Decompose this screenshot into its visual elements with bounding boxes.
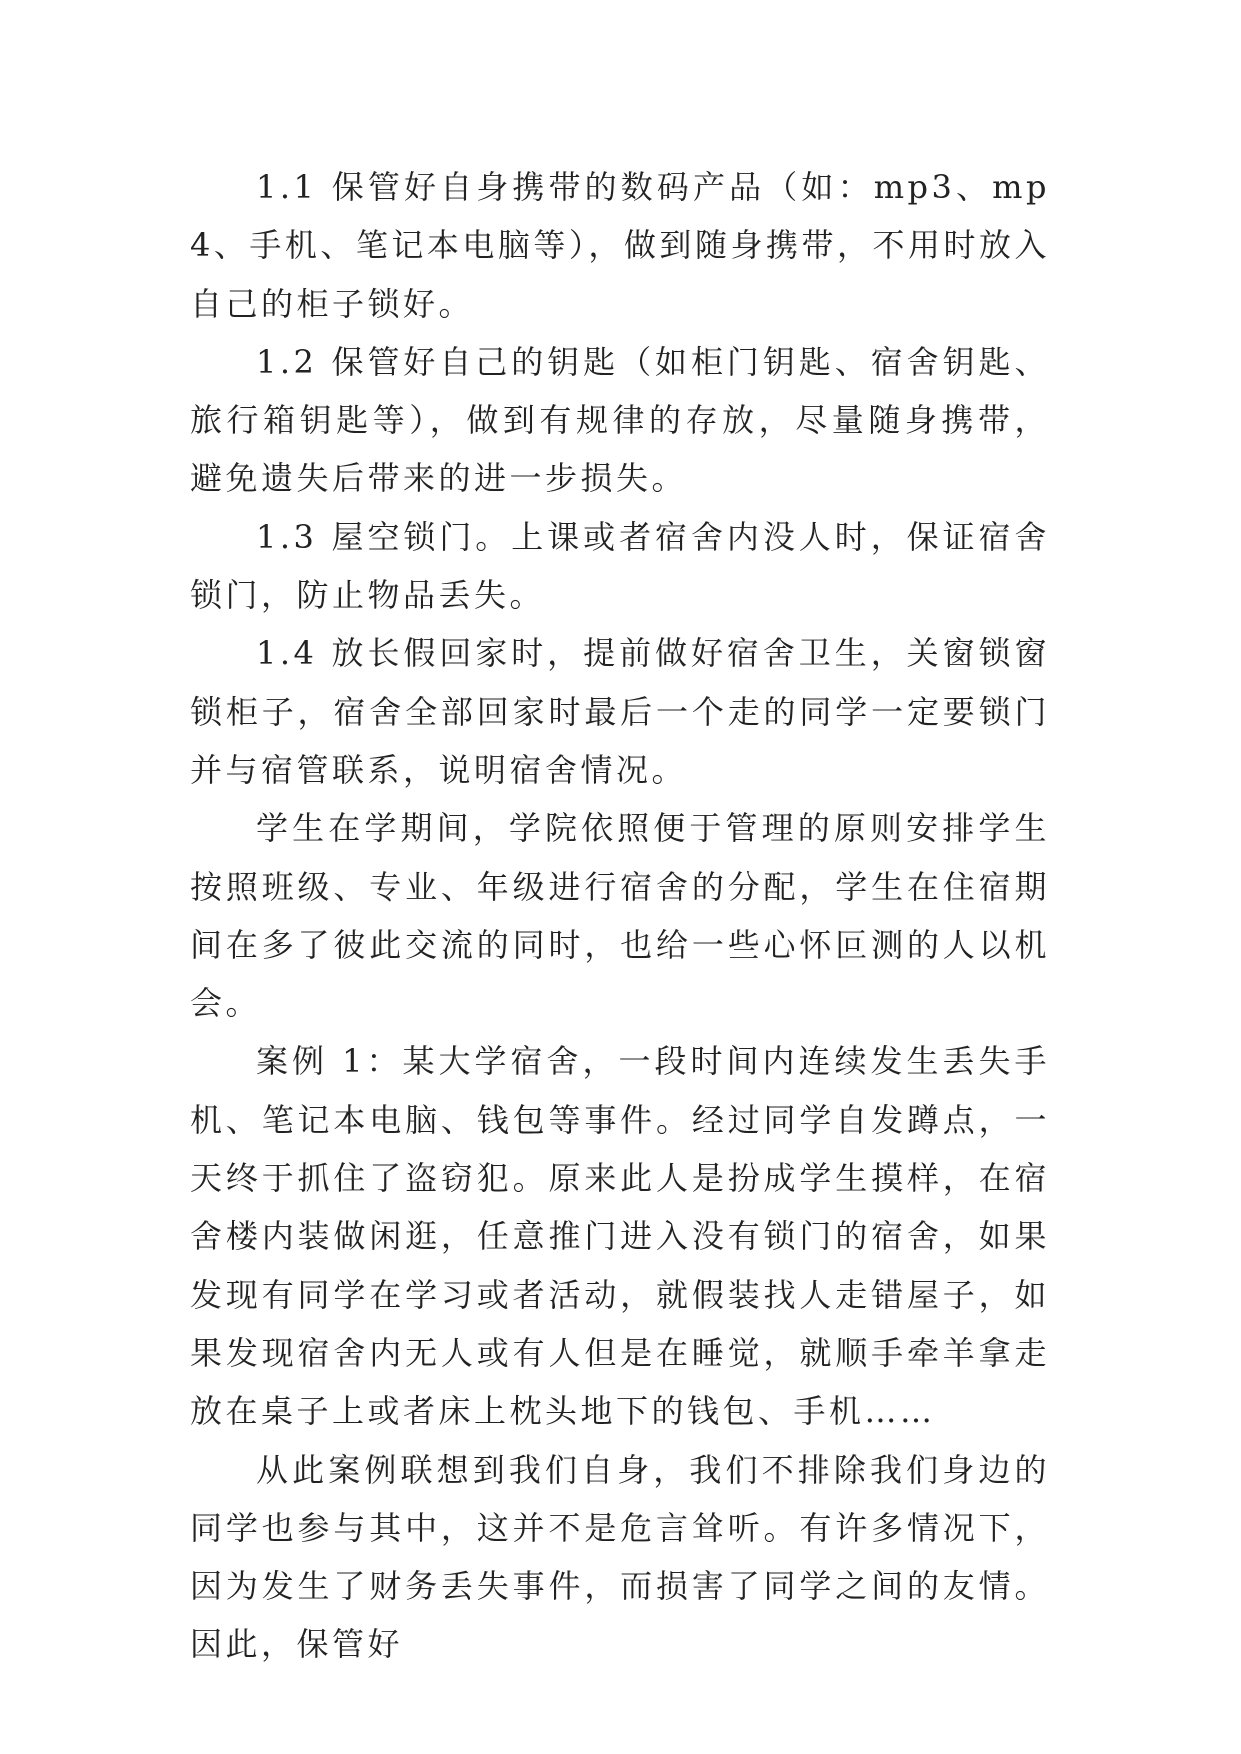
paragraph-case-reflection: 从此案例联想到我们自身，我们不排除我们身边的同学也参与其中，这并不是危言耸听。有许多情况下，因为发生了财务丢失事件，而损害了同学之间的友情。因此，保管好 bbox=[190, 1450, 1050, 1664]
paragraph-dorm-allocation: 学生在学期间，学院依照便于管理的原则安排学生按照班级、专业、年级进行宿舍的分配，学生在住宿期间在多了彼此交流的同时，也给一些心怀叵测的人以机会。 bbox=[190, 809, 1050, 1023]
paragraph-1-3-lock-door: 1.3 屋空锁门。上课或者宿舍内没人时，保证宿舍锁门，防止物品丢失。 bbox=[190, 517, 1050, 615]
paragraph-1-2-keys: 1.2 保管好自己的钥匙（如柜门钥匙、宿舍钥匙、旅行箱钥匙等），做到有规律的存放，尽量随身携带，避免遗失后带来的进一步损失。 bbox=[190, 342, 1050, 498]
document-body bbox=[190, 158, 1050, 1674]
paragraph-case-1: 案例 1：某大学宿舍，一段时间内连续发生丢失手机、笔记本电脑、钱包等事件。经过同学自发蹲点，一天终于抓住了盗窃犯。原来此人是扮成学生摸样，在宿舍楼内装做闲逛，任意推门进入没有锁门的宿舍，如果发现有同学在学习或者活动，就假装找人走错屋子，如果发现宿舍内无人或有人但是在睡觉，就顺手牵羊拿走放在桌子上或者床上枕头地下的钱包、手机…… bbox=[190, 1042, 1050, 1431]
paragraph-1-1-digital-products: 1.1 保管好自身携带的数码产品（如：mp3、mp4、手机、笔记本电脑等），做到随身携带，不用时放入自己的柜子锁好。 bbox=[190, 168, 1050, 323]
paragraph-1-4-holiday: 1.4 放长假回家时，提前做好宿舍卫生，关窗锁窗锁柜子，宿舍全部回家时最后一个走的同学一定要锁门并与宿管联系，说明宿舍情况。 bbox=[190, 634, 1050, 789]
